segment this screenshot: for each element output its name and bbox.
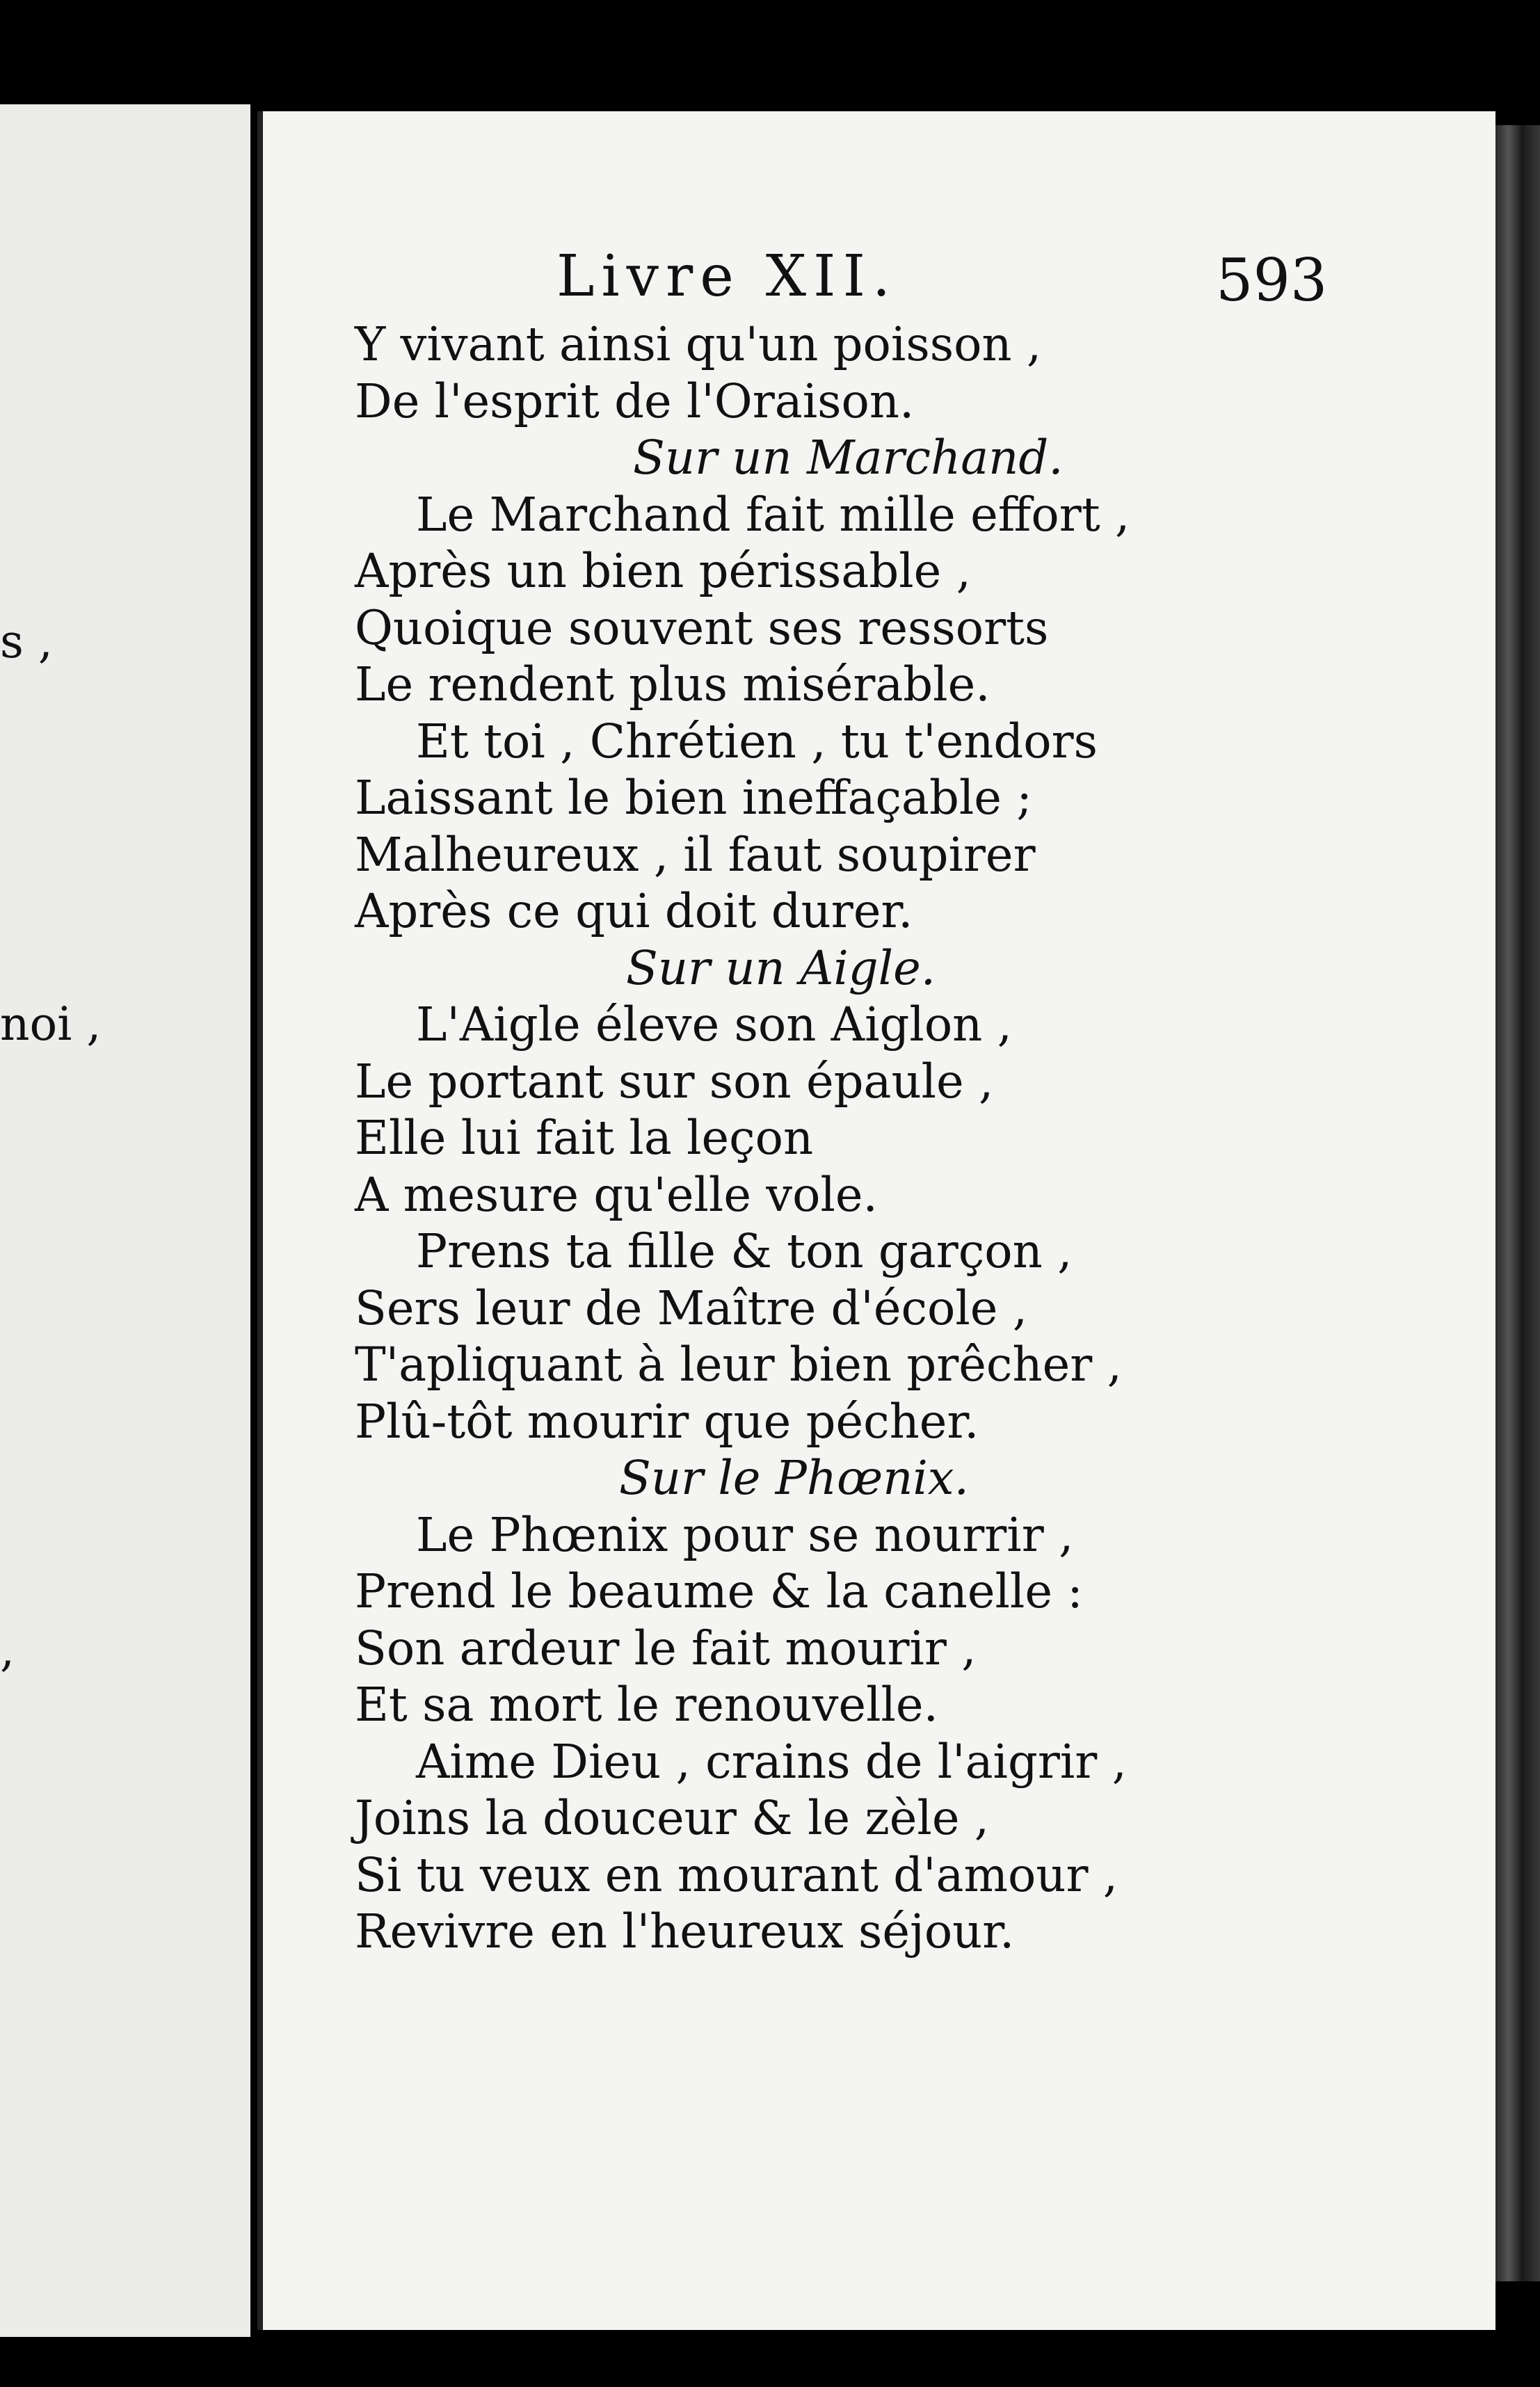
poem-line: Plû-tôt mourir que pécher. <box>355 1394 979 1449</box>
poem-line: Le Marchand fait mille effort , <box>416 487 1130 542</box>
section-title: Sur un Marchand. <box>633 431 1064 485</box>
poem-body <box>355 316 1398 1961</box>
page-number: 593 <box>1216 246 1328 314</box>
poem-line: Et toi , Chrétien , tu t'endors <box>416 714 1098 769</box>
section-title: Sur le Phœnix. <box>619 1451 969 1505</box>
poem-line: Après un bien périssable , <box>355 544 971 598</box>
poem-line: Après ce qui doit durer. <box>355 884 913 938</box>
poem-line: Sers leur de Maître d'école , <box>355 1280 1028 1335</box>
poem-line: De l'esprit de l'Oraison. <box>355 373 915 428</box>
poem-line: Son ardeur le fait mourir , <box>355 1621 977 1675</box>
poem-line: Le portant sur son épaule , <box>355 1054 994 1109</box>
facing-page-fragment: noi , <box>0 997 102 1051</box>
page-edge <box>1495 125 1540 2281</box>
poem-line: Le Phœnix pour se nourrir , <box>416 1507 1074 1562</box>
poem-line: Aime Dieu , crains de l'aigrir , <box>416 1734 1127 1789</box>
poem-line: Prend le beaume & la canelle : <box>355 1564 1083 1618</box>
facing-page-fragment: , <box>0 1623 15 1677</box>
poem-line: Prens ta fille & ton garçon , <box>416 1224 1073 1278</box>
poem-line: Y vivant ainsi qu'un poisson , <box>355 317 1042 371</box>
poem-line: Elle lui fait la leçon <box>355 1111 814 1165</box>
facing-page-fragment: s , <box>0 615 53 668</box>
facing-page <box>0 104 250 2337</box>
poem-line: Joins la douceur & le zèle , <box>355 1791 990 1845</box>
poem-line: Et sa mort le renouvelle. <box>355 1678 938 1732</box>
running-head: Livre XII. <box>556 243 898 310</box>
poem-line: Revivre en l'heureux séjour. <box>355 1904 1015 1959</box>
poem-line: L'Aigle éleve son Aiglon , <box>416 997 1012 1052</box>
page-header <box>0 243 1540 313</box>
poem-line: A mesure qu'elle vole. <box>355 1167 878 1222</box>
poem-line: Le rendent plus misérable. <box>355 657 990 712</box>
poem-line: Laissant le bien ineffaçable ; <box>355 771 1032 825</box>
poem-line: Si tu veux en mourant d'amour , <box>355 1847 1118 1902</box>
poem-line: Malheureux , il faut soupirer <box>355 827 1036 882</box>
section-title: Sur un Aigle. <box>626 940 936 995</box>
poem-line: Quoique souvent ses ressorts <box>355 600 1049 655</box>
poem-line: T'apliquant à leur bien prêcher , <box>355 1337 1122 1392</box>
